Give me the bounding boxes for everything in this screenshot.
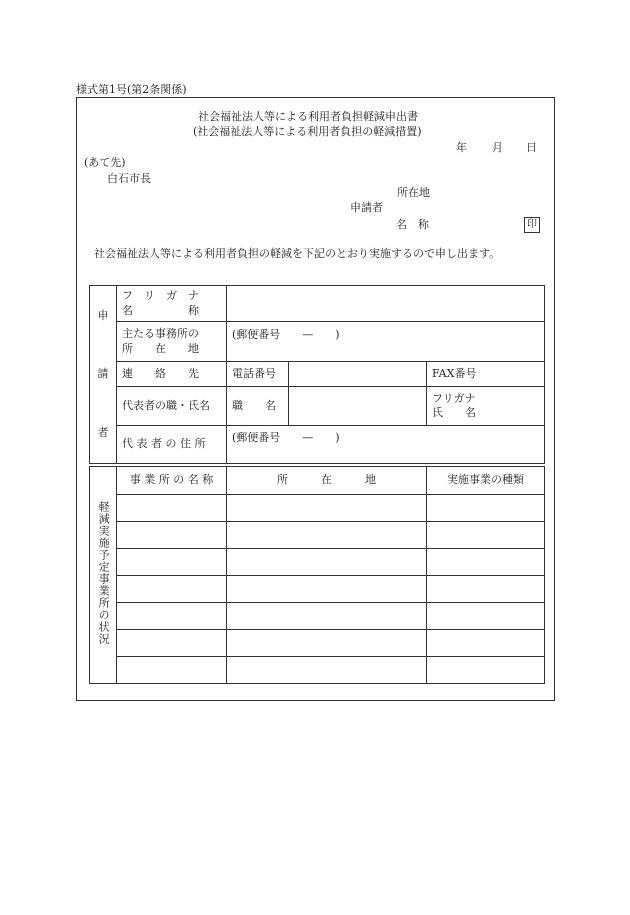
seal-box: 印 [524,217,540,233]
phone-field[interactable] [289,362,427,387]
addressee-label: (あて先) [84,156,126,169]
date-year-label: 年 [456,141,467,154]
corp-name-field[interactable] [227,286,545,322]
rep-name-label: 氏 名 [432,406,476,419]
name-label: 名 称 [396,218,429,231]
header-location: 所 在 地 [227,467,427,495]
rep-address-field[interactable] [227,426,545,464]
facility-location-cell[interactable] [227,657,427,684]
facility-row [90,576,545,603]
office-label-line2: 所 在 地 [122,341,199,355]
phone-label: 電話番号 [227,362,289,387]
facility-name-cell[interactable] [117,603,227,630]
statement-text: 社会福祉法人等による利用者負担の軽減を下記のとおり実施するので申し出ます。 [94,247,501,260]
form-title: 社会福祉法人等による利用者負担軽減申出書 [198,110,418,123]
facility-service-cell[interactable] [427,576,545,603]
facility-service-cell[interactable] [427,549,545,576]
facility-row [90,495,545,522]
date-month-label: 月 [492,141,503,154]
facility-name-cell[interactable] [117,522,227,549]
form-number: 様式第1号(第2条関係) [76,83,187,96]
form-subtitle: (社会福祉法人等による利用者負担の軽減措置) [193,125,422,138]
position-label: 職 名 [227,387,289,426]
office-address-field[interactable] [227,322,545,362]
furigana-label: フ リ ガ ナ [122,289,199,303]
office-label-line1: 主たる事務所の [122,327,199,341]
facility-service-cell[interactable] [427,495,545,522]
contact-label: 連 絡 先 [117,362,227,387]
facility-row [90,630,545,657]
fax-label: FAX番号 [427,362,545,387]
facility-service-cell[interactable] [427,603,545,630]
applicant-side-cell [90,286,117,464]
side-char: 者 [97,425,109,439]
facility-service-cell[interactable] [427,630,545,657]
facility-name-cell[interactable] [117,495,227,522]
furigana-name-label-cell [117,286,227,322]
facility-location-cell[interactable] [227,549,427,576]
facility-side-label: 軽減実施予定事業所の状況 [97,500,111,645]
rep-title-label: 代表者の職・氏名 [117,387,227,426]
facility-location-cell[interactable] [227,630,427,657]
addressee-name: 白石市長 [107,172,151,185]
facility-table [89,466,545,684]
rep-name-cell[interactable] [427,387,545,426]
facility-row [90,603,545,630]
corp-name-label: 名 称 [122,303,199,317]
facility-location-cell[interactable] [227,495,427,522]
postal-label: (郵便番号 — ) [232,328,340,341]
applicant-label: 申請者 [350,201,383,214]
position-field[interactable] [289,387,427,426]
facility-location-cell[interactable] [227,576,427,603]
rep-furigana-label: フリガナ [432,391,476,405]
facility-service-cell[interactable] [427,657,545,684]
facility-side-cell [90,467,117,684]
facility-location-cell[interactable] [227,603,427,630]
rep-postal-label: (郵便番号 — ) [232,431,340,444]
facility-name-cell[interactable] [117,657,227,684]
facility-location-cell[interactable] [227,522,427,549]
facility-row [90,657,545,684]
applicant-table [89,285,545,464]
facility-name-cell[interactable] [117,576,227,603]
side-char: 請 [97,367,109,381]
side-char: 申 [97,308,109,322]
facility-service-cell[interactable] [427,522,545,549]
facility-name-cell[interactable] [117,630,227,657]
rep-address-label: 代 表 者 の 住 所 [117,426,227,464]
facility-name-cell[interactable] [117,549,227,576]
date-day-label: 日 [526,141,537,154]
facility-row [90,549,545,576]
facility-row [90,522,545,549]
header-facility-name: 事 業 所 の 名 称 [117,467,227,495]
location-label: 所在地 [397,186,430,199]
office-label-cell [117,322,227,362]
header-service-type: 実施事業の種類 [427,467,545,495]
